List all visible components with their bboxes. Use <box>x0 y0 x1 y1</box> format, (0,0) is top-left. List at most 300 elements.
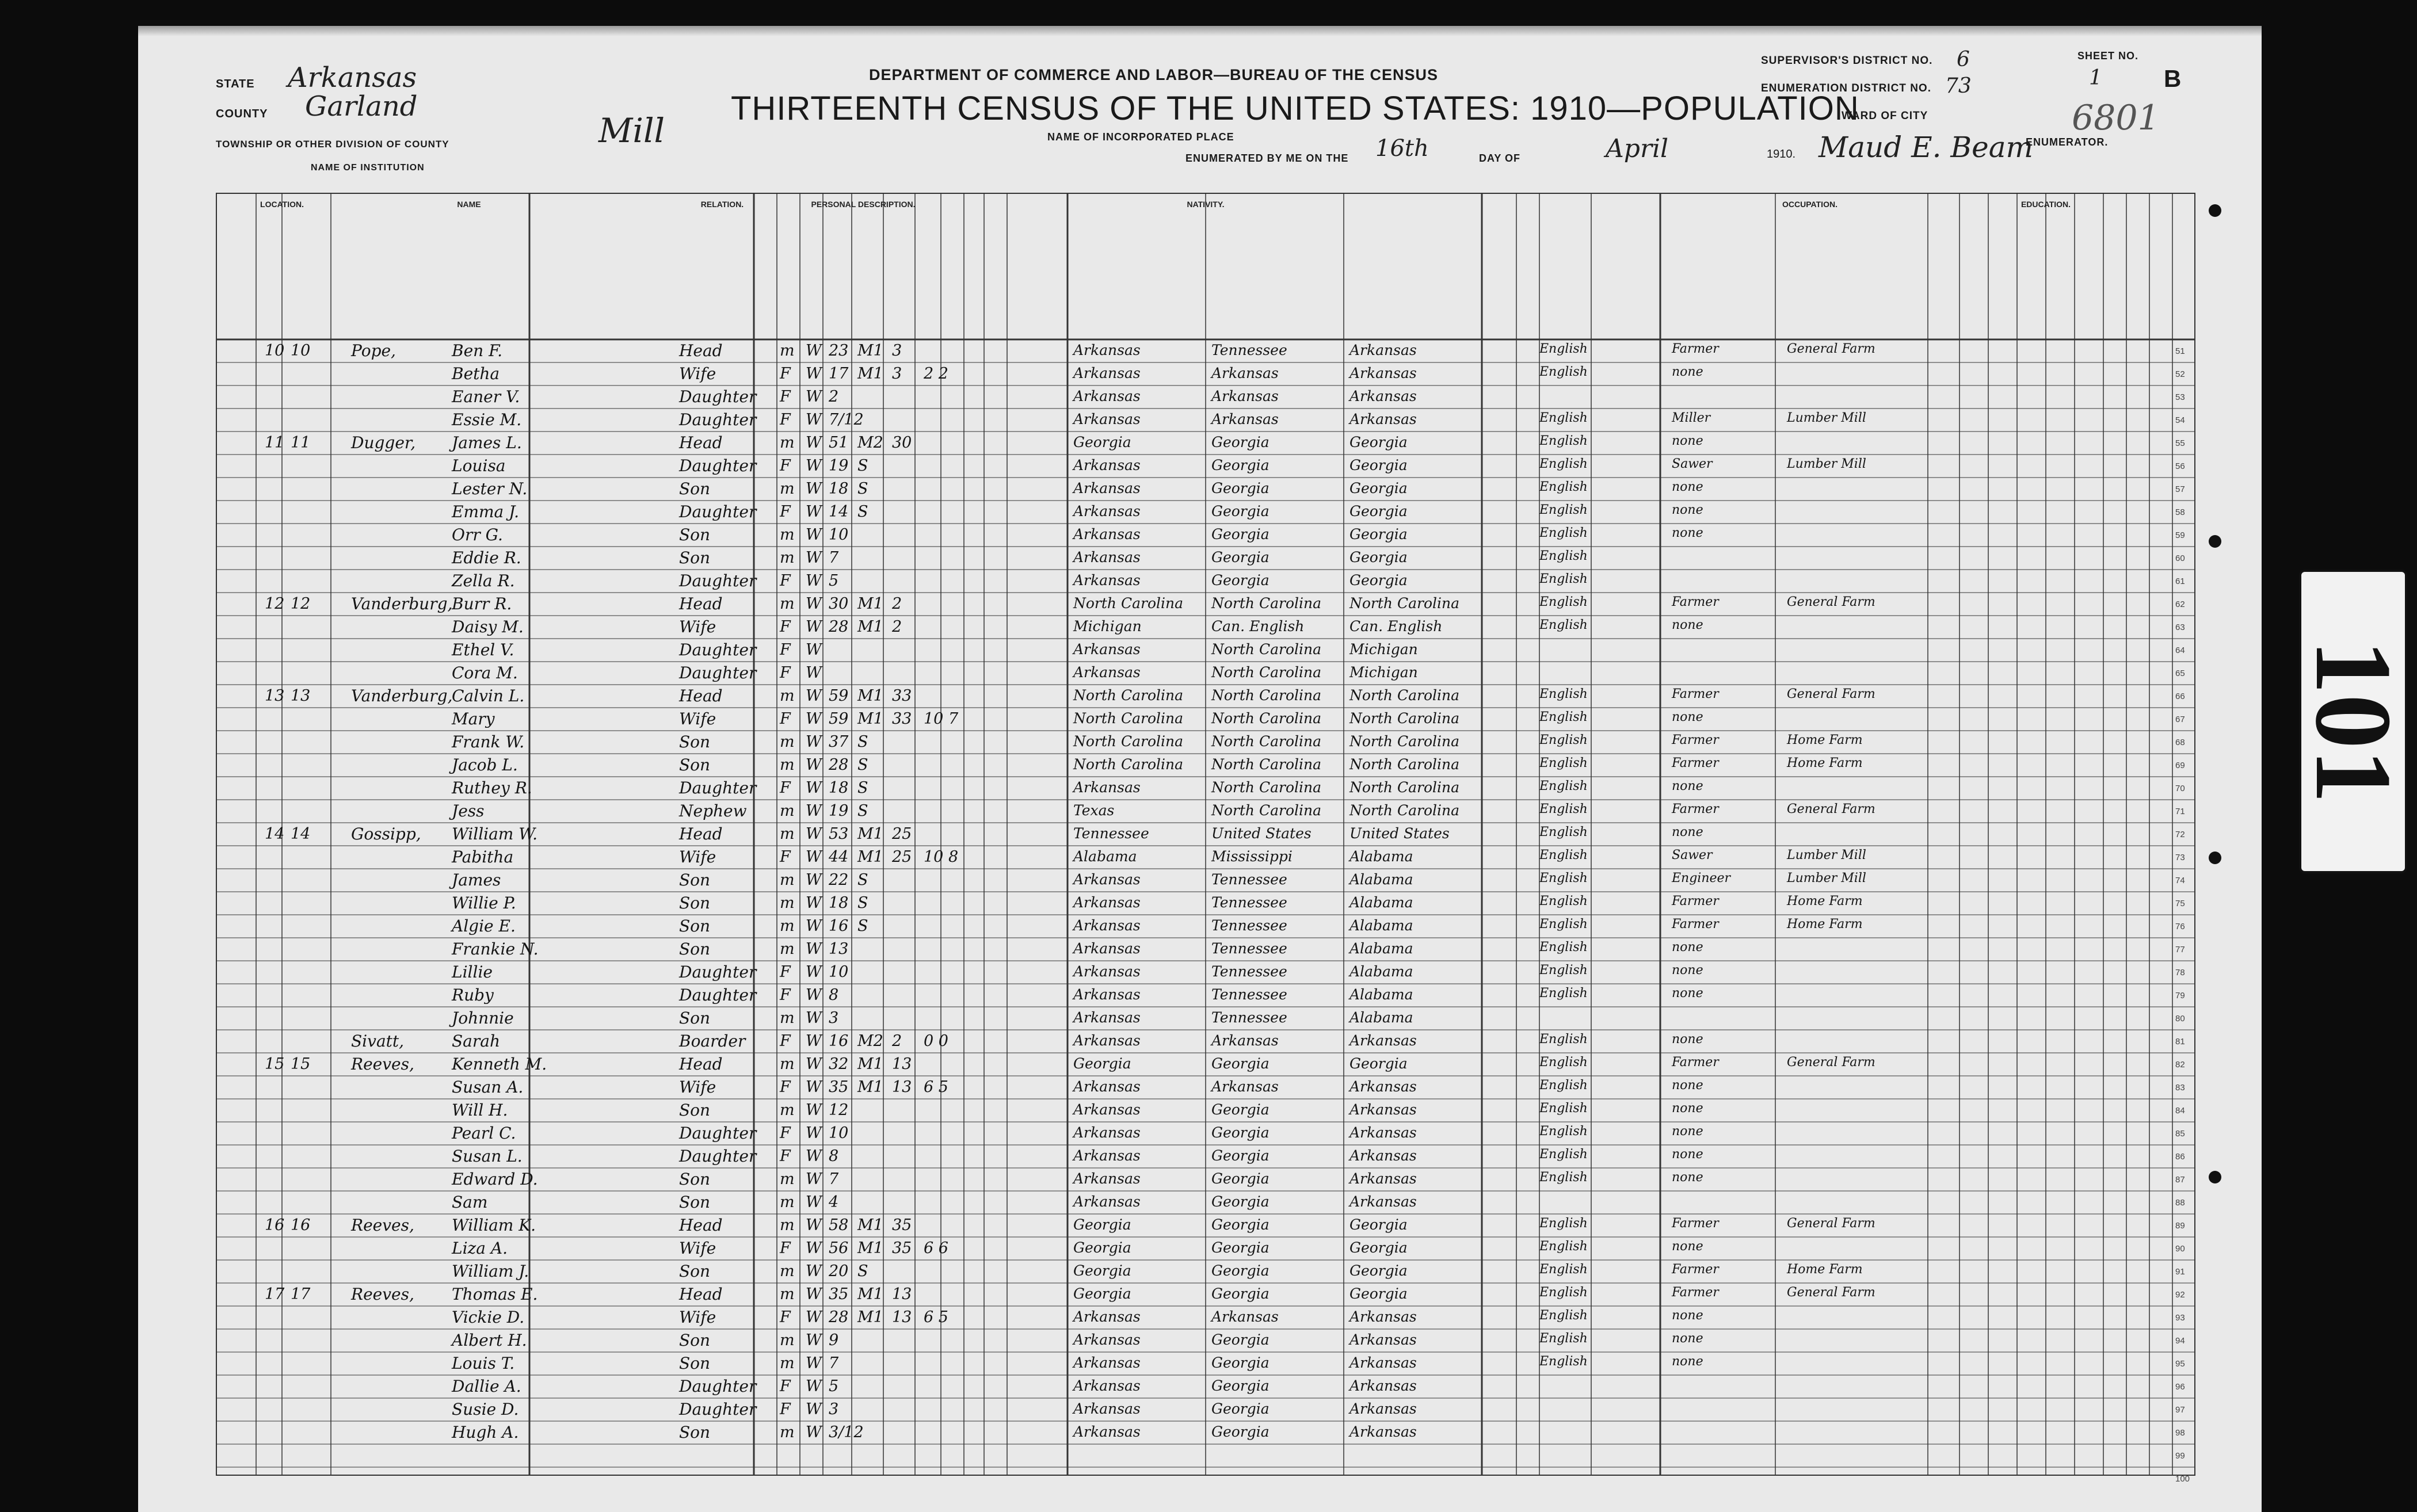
race: W <box>806 1377 822 1395</box>
given-name: Pabitha <box>452 847 514 866</box>
relation: Head <box>679 686 723 705</box>
relation: Wife <box>679 1078 716 1097</box>
given-name: William W. <box>452 824 538 843</box>
given-name: Will H. <box>452 1101 508 1120</box>
mother-birthplace: Georgia <box>1349 1055 1408 1072</box>
relation: Nephew <box>679 801 747 820</box>
language: English <box>1539 411 1588 425</box>
line-number: 74 <box>2175 876 2185 885</box>
punch-hole <box>2209 204 2221 217</box>
age: 18 <box>829 480 849 498</box>
language: English <box>1539 733 1588 747</box>
birthplace: Arkansas <box>1073 940 1141 957</box>
line-number: 58 <box>2175 507 2185 517</box>
industry: Lumber Mill <box>1787 871 1866 885</box>
birthplace: Georgia <box>1073 1239 1131 1256</box>
mother-birthplace: Arkansas <box>1349 1308 1417 1325</box>
mother-birthplace: Georgia <box>1349 1239 1408 1256</box>
birthplace: Arkansas <box>1073 664 1141 681</box>
father-birthplace: Georgia <box>1211 1055 1270 1072</box>
age: 35 <box>829 1078 849 1096</box>
father-birthplace: Georgia <box>1211 1239 1270 1256</box>
birthplace: Arkansas <box>1073 503 1141 520</box>
race: W <box>806 1354 822 1372</box>
children: 6 6 <box>924 1239 948 1257</box>
race: W <box>806 1032 822 1050</box>
given-name: Susan L. <box>452 1147 523 1166</box>
language: English <box>1539 1101 1588 1116</box>
occupation: none <box>1672 963 1703 978</box>
relation: Son <box>679 1354 711 1373</box>
birthplace: Arkansas <box>1073 1423 1141 1440</box>
relation: Head <box>679 433 723 452</box>
relation: Wife <box>679 364 716 383</box>
mother-birthplace: Georgia <box>1349 572 1408 589</box>
line-number: 95 <box>2175 1359 2185 1369</box>
relation: Son <box>679 1331 711 1350</box>
relation: Wife <box>679 1308 716 1327</box>
birthplace: Arkansas <box>1073 526 1141 543</box>
years-married: 13 <box>892 1285 912 1303</box>
occupation: none <box>1672 1101 1703 1116</box>
birthplace: Arkansas <box>1073 457 1141 474</box>
line-number: 67 <box>2175 715 2185 724</box>
mother-birthplace: Arkansas <box>1349 1400 1417 1417</box>
family-number: 13 <box>291 687 311 705</box>
language: English <box>1539 848 1588 862</box>
col-head-name: NAME <box>457 200 481 209</box>
birthplace: Georgia <box>1073 1262 1131 1279</box>
given-name: Willie P. <box>452 894 516 912</box>
occupation: none <box>1672 825 1703 839</box>
mother-birthplace: Georgia <box>1349 480 1408 497</box>
given-name: Betha <box>452 364 500 383</box>
sex: m <box>780 549 795 567</box>
age: 3 <box>829 1400 839 1418</box>
marital-status: M1 <box>857 1216 883 1234</box>
given-name: James L. <box>452 433 522 452</box>
mother-birthplace: Can. English <box>1349 618 1443 635</box>
birthplace: Arkansas <box>1073 986 1141 1003</box>
industry: Home Farm <box>1787 894 1863 908</box>
age: 10 <box>829 526 849 544</box>
mother-birthplace: Arkansas <box>1349 1354 1417 1371</box>
father-birthplace: Georgia <box>1211 434 1270 450</box>
relation: Son <box>679 1423 711 1442</box>
given-name: Pearl C. <box>452 1124 516 1143</box>
age: 8 <box>829 1147 839 1165</box>
father-birthplace: Mississippi <box>1211 848 1293 865</box>
birthplace: Arkansas <box>1073 1193 1141 1210</box>
age: 28 <box>829 618 849 636</box>
years-married: 13 <box>892 1055 912 1073</box>
race: W <box>806 917 822 935</box>
age: 37 <box>829 733 849 751</box>
line-number: 61 <box>2175 576 2185 586</box>
relation: Daughter <box>679 571 757 590</box>
father-birthplace: Tennessee <box>1211 871 1287 888</box>
sex: m <box>780 1193 795 1211</box>
given-name: Essie M. <box>452 410 522 429</box>
surname: Pope, <box>351 341 396 360</box>
birthplace: Arkansas <box>1073 641 1141 658</box>
occupation: Farmer <box>1672 687 1719 701</box>
mother-birthplace: North Carolina <box>1349 710 1460 727</box>
language: English <box>1539 457 1588 471</box>
county-label: COUNTY <box>216 108 268 120</box>
language: English <box>1539 1055 1588 1070</box>
given-name: Sarah <box>452 1032 500 1051</box>
age: 3/12 <box>829 1423 864 1441</box>
father-birthplace: Arkansas <box>1211 1308 1279 1325</box>
occupation: none <box>1672 1331 1703 1346</box>
father-birthplace: Georgia <box>1211 503 1270 520</box>
family-number: 14 <box>291 825 311 843</box>
given-name: Ruthey R. <box>452 778 532 797</box>
dwelling-number: 14 <box>265 825 285 843</box>
occupation: Sawer <box>1672 457 1713 471</box>
race: W <box>806 618 822 636</box>
race: W <box>806 756 822 774</box>
age: 17 <box>829 365 849 383</box>
marital-status: S <box>857 1262 868 1280</box>
line-number: 79 <box>2175 991 2185 1001</box>
given-name: William K. <box>452 1216 536 1235</box>
sex: m <box>780 342 795 360</box>
relation: Daughter <box>679 1124 757 1143</box>
mother-birthplace: Arkansas <box>1349 388 1417 404</box>
sheet-value: 1 <box>2089 66 2102 90</box>
age: 7 <box>829 549 839 567</box>
age: 23 <box>829 342 849 360</box>
language: English <box>1539 825 1588 839</box>
given-name: Ruby <box>452 986 494 1005</box>
marital-status: M1 <box>857 1055 883 1073</box>
father-birthplace: Georgia <box>1211 549 1270 566</box>
language: English <box>1539 342 1588 356</box>
father-birthplace: Georgia <box>1211 1354 1270 1371</box>
surname: Reeves, <box>351 1216 414 1235</box>
mother-birthplace: Arkansas <box>1349 1170 1417 1187</box>
census-table <box>216 193 2195 1484</box>
surname: Reeves, <box>351 1285 414 1304</box>
marital-status: M1 <box>857 342 883 360</box>
enumeration-label: ENUMERATION DISTRICT NO. <box>1761 82 1931 94</box>
line-number: 90 <box>2175 1244 2185 1254</box>
industry: General Farm <box>1787 1216 1875 1231</box>
language: English <box>1539 503 1588 517</box>
language: English <box>1539 434 1588 448</box>
race: W <box>806 848 822 866</box>
family-number: 15 <box>291 1055 311 1073</box>
sex: F <box>780 457 791 475</box>
language: English <box>1539 549 1588 563</box>
relation: Head <box>679 1055 723 1074</box>
relation: Daughter <box>679 1400 757 1419</box>
mother-birthplace: Arkansas <box>1349 342 1417 358</box>
sex: m <box>780 1216 795 1234</box>
given-name: Calvin L. <box>452 686 525 705</box>
birthplace: Arkansas <box>1073 411 1141 427</box>
line-number: 96 <box>2175 1382 2185 1392</box>
birthplace: Arkansas <box>1073 1331 1141 1348</box>
mother-birthplace: Alabama <box>1349 894 1413 911</box>
marital-status: M1 <box>857 618 883 636</box>
sheet-side: B <box>2164 65 2182 92</box>
relation: Son <box>679 870 711 889</box>
children: 2 2 <box>924 365 948 383</box>
mother-birthplace: Arkansas <box>1349 1193 1417 1210</box>
birthplace: Arkansas <box>1073 1400 1141 1417</box>
mother-birthplace: Alabama <box>1349 917 1413 934</box>
marital-status: S <box>857 894 868 912</box>
father-birthplace: Georgia <box>1211 1216 1270 1233</box>
sex: F <box>780 1147 791 1165</box>
language: English <box>1539 940 1588 954</box>
sex: m <box>780 434 795 452</box>
mother-birthplace: North Carolina <box>1349 756 1460 773</box>
father-birthplace: Georgia <box>1211 1377 1270 1394</box>
language: English <box>1539 894 1588 908</box>
sex: m <box>780 1101 795 1119</box>
father-birthplace: Arkansas <box>1211 411 1279 427</box>
birthplace: Arkansas <box>1073 388 1141 404</box>
age: 59 <box>829 687 849 705</box>
marital-status: S <box>857 457 868 475</box>
race: W <box>806 1331 822 1349</box>
surname: Vanderburg, <box>351 686 453 705</box>
line-number: 53 <box>2175 392 2185 402</box>
birthplace: North Carolina <box>1073 756 1184 773</box>
occupation: none <box>1672 1078 1703 1093</box>
industry: General Farm <box>1787 1285 1875 1300</box>
years-married: 25 <box>892 825 912 843</box>
language: English <box>1539 526 1588 540</box>
age: 2 <box>829 388 839 406</box>
birthplace: Arkansas <box>1073 1101 1141 1118</box>
sex: m <box>780 825 795 843</box>
mother-birthplace: North Carolina <box>1349 687 1460 704</box>
birthplace: North Carolina <box>1073 595 1184 612</box>
race: W <box>806 825 822 843</box>
sheet-label: SHEET NO. <box>2077 50 2139 62</box>
enumerator-name: Maud E. Beam <box>1819 131 2033 164</box>
line-number: 62 <box>2175 600 2185 609</box>
mother-birthplace: Georgia <box>1349 503 1408 520</box>
race: W <box>806 365 822 383</box>
marital-status: S <box>857 871 868 889</box>
birthplace: Georgia <box>1073 1285 1131 1302</box>
age: 28 <box>829 1308 849 1326</box>
race: W <box>806 411 822 429</box>
race: W <box>806 733 822 751</box>
line-number: 86 <box>2175 1152 2185 1162</box>
mother-birthplace: Alabama <box>1349 940 1413 957</box>
incorporated-label: NAME OF INCORPORATED PLACE <box>1047 131 1234 143</box>
sex: F <box>780 1239 791 1257</box>
children: 10 7 <box>924 710 959 728</box>
birthplace: Texas <box>1073 802 1115 819</box>
given-name: Louis T. <box>452 1354 515 1373</box>
industry: Home Farm <box>1787 756 1863 770</box>
father-birthplace: Georgia <box>1211 572 1270 589</box>
birthplace: Arkansas <box>1073 1170 1141 1187</box>
age: 5 <box>829 572 839 590</box>
page-stamp-number: 101 <box>2293 639 2414 804</box>
father-birthplace: North Carolina <box>1211 641 1322 658</box>
relation: Daughter <box>679 963 757 982</box>
years-married: 33 <box>892 687 912 705</box>
sex: F <box>780 1124 791 1142</box>
given-name: Lillie <box>452 963 493 982</box>
birthplace: Arkansas <box>1073 572 1141 589</box>
sex: m <box>780 733 795 751</box>
occupation: Miller <box>1672 411 1711 425</box>
mother-birthplace: United States <box>1349 825 1450 842</box>
father-birthplace: North Carolina <box>1211 733 1322 750</box>
occupation: none <box>1672 526 1703 540</box>
line-number: 66 <box>2175 692 2185 701</box>
line-number: 87 <box>2175 1175 2185 1185</box>
industry: Home Farm <box>1787 733 1863 747</box>
father-birthplace: Can. English <box>1211 618 1305 635</box>
occupation: Farmer <box>1672 342 1719 356</box>
age: 22 <box>829 871 849 889</box>
occupation: Farmer <box>1672 733 1719 747</box>
given-name: Algie E. <box>452 917 516 936</box>
industry: General Farm <box>1787 1055 1875 1070</box>
race: W <box>806 1239 822 1257</box>
sex: F <box>780 710 791 728</box>
relation: Son <box>679 1193 711 1212</box>
age: 59 <box>829 710 849 728</box>
sex: m <box>780 595 795 613</box>
mother-birthplace: North Carolina <box>1349 733 1460 750</box>
document-title: THIRTEENTH CENSUS OF THE UNITED STATES: 1910—POPULATION <box>731 90 1859 127</box>
father-birthplace: Georgia <box>1211 1101 1270 1118</box>
col-head-relation: RELATION. <box>700 200 744 209</box>
line-number: 97 <box>2175 1405 2185 1415</box>
race: W <box>806 388 822 406</box>
occupation: none <box>1672 434 1703 448</box>
sex: F <box>780 986 791 1004</box>
relation: Head <box>679 1216 723 1235</box>
mother-birthplace: Arkansas <box>1349 1377 1417 1394</box>
relation: Son <box>679 917 711 936</box>
birthplace: Arkansas <box>1073 342 1141 358</box>
relation: Head <box>679 1285 723 1304</box>
line-number: 88 <box>2175 1198 2185 1208</box>
marital-status: S <box>857 917 868 935</box>
relation: Son <box>679 1009 711 1028</box>
years-married: 3 <box>892 365 902 383</box>
father-birthplace: North Carolina <box>1211 779 1322 796</box>
birthplace: Arkansas <box>1073 1147 1141 1164</box>
age: 19 <box>829 457 849 475</box>
birthplace: North Carolina <box>1073 687 1184 704</box>
sex: F <box>780 963 791 981</box>
mother-birthplace: Georgia <box>1349 1216 1408 1233</box>
race: W <box>806 503 822 521</box>
given-name: Frankie N. <box>452 940 539 959</box>
race: W <box>806 687 822 705</box>
relation: Daughter <box>679 456 757 475</box>
language: English <box>1539 871 1588 885</box>
age: 5 <box>829 1377 839 1395</box>
race: W <box>806 641 822 659</box>
mother-birthplace: Alabama <box>1349 963 1413 980</box>
father-birthplace: Georgia <box>1211 1400 1270 1417</box>
language: English <box>1539 779 1588 793</box>
relation: Daughter <box>679 410 757 429</box>
occupation: Farmer <box>1672 894 1719 908</box>
mother-birthplace: Alabama <box>1349 871 1413 888</box>
years-married: 2 <box>892 595 902 613</box>
race: W <box>806 572 822 590</box>
birthplace: Georgia <box>1073 434 1131 450</box>
sex: m <box>780 1262 795 1280</box>
race: W <box>806 1101 822 1119</box>
age: 7 <box>829 1170 839 1188</box>
occupation: none <box>1672 986 1703 1001</box>
sex: F <box>780 664 791 682</box>
line-number: 78 <box>2175 968 2185 978</box>
relation: Daughter <box>679 1147 757 1166</box>
col-head-personal: PERSONAL DESCRIPTION. <box>811 200 916 209</box>
relation: Son <box>679 548 711 567</box>
line-number: 55 <box>2175 438 2185 448</box>
birthplace: Arkansas <box>1073 1032 1141 1049</box>
occupation: Farmer <box>1672 1262 1719 1277</box>
language: English <box>1539 756 1588 770</box>
occupation: none <box>1672 1170 1703 1185</box>
age: 8 <box>829 986 839 1004</box>
sex: m <box>780 1055 795 1073</box>
sex: F <box>780 848 791 866</box>
line-number: 93 <box>2175 1313 2185 1323</box>
marital-status: M1 <box>857 1239 883 1257</box>
line-number: 52 <box>2175 369 2185 379</box>
marital-status: M2 <box>857 434 883 452</box>
birthplace: Arkansas <box>1073 1078 1141 1095</box>
age: 51 <box>829 434 849 452</box>
birthplace: Georgia <box>1073 1055 1131 1072</box>
line-number: 89 <box>2175 1221 2185 1231</box>
sex: F <box>780 1377 791 1395</box>
industry: General Farm <box>1787 802 1875 816</box>
father-birthplace: North Carolina <box>1211 756 1322 773</box>
age: 12 <box>829 1101 849 1119</box>
father-birthplace: Tennessee <box>1211 342 1287 358</box>
occupation: none <box>1672 1032 1703 1047</box>
line-number: 92 <box>2175 1290 2185 1300</box>
line-number: 54 <box>2175 415 2185 425</box>
line-number: 69 <box>2175 761 2185 770</box>
race: W <box>806 1216 822 1234</box>
relation: Son <box>679 525 711 544</box>
race: W <box>806 1423 822 1441</box>
marital-status: M1 <box>857 710 883 728</box>
given-name: Susan A. <box>452 1078 524 1097</box>
line-number: 84 <box>2175 1106 2185 1116</box>
line-number: 94 <box>2175 1336 2185 1346</box>
relation: Wife <box>679 709 716 728</box>
father-birthplace: Arkansas <box>1211 1078 1279 1095</box>
birthplace: Arkansas <box>1073 1354 1141 1371</box>
race: W <box>806 342 822 360</box>
sex: F <box>780 1308 791 1326</box>
marital-status: S <box>857 733 868 751</box>
